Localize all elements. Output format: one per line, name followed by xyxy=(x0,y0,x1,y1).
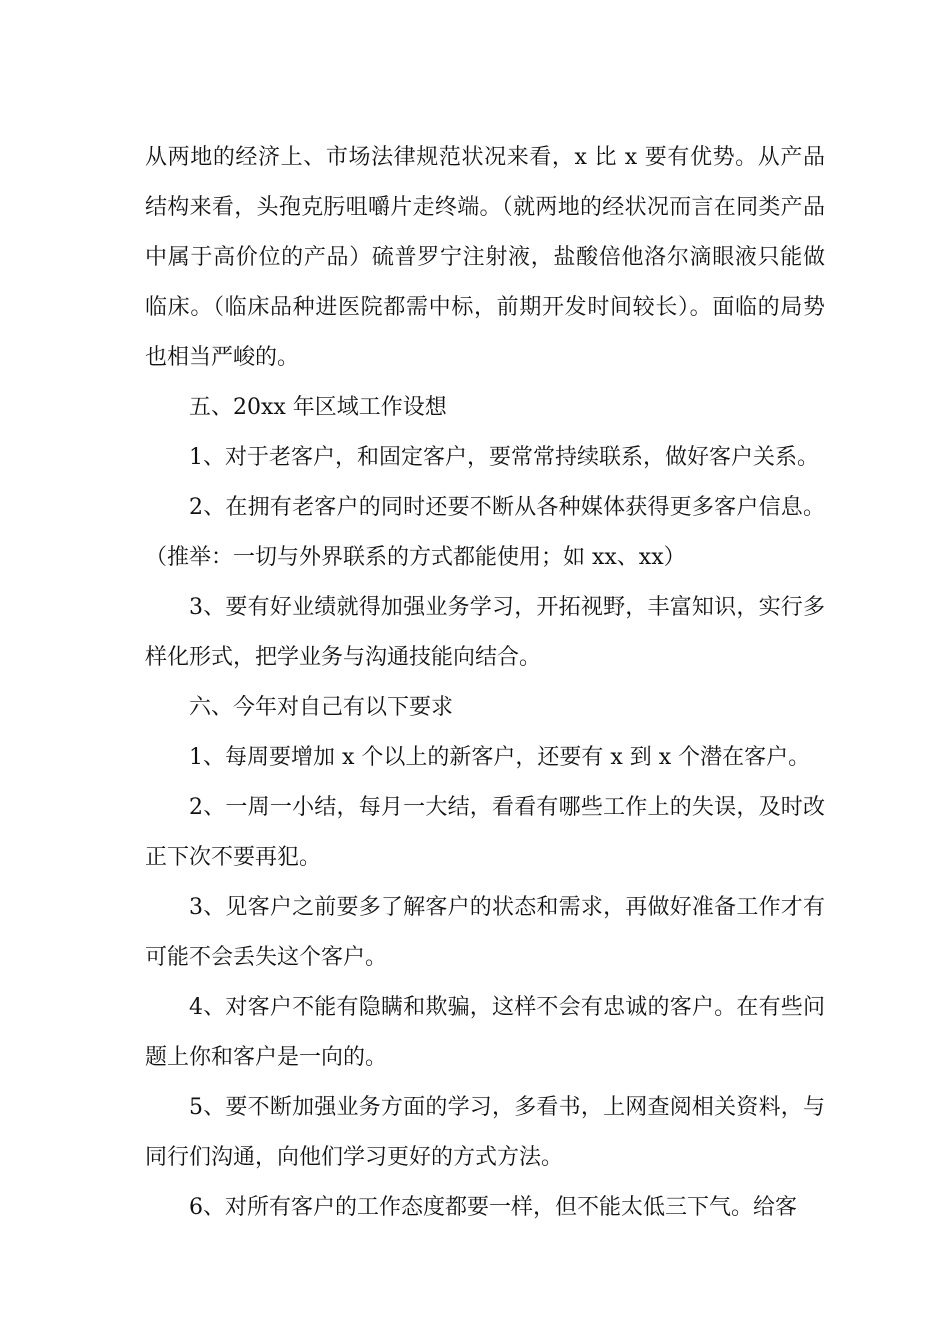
section-heading-6: 六、今年对自己有以下要求 xyxy=(189,695,454,720)
list-item: 2、在拥有老客户的同时还要不断从各种媒体获得更多客户信息。（推举：一切与外界联系的方式都能使用；如 xx、xx） xyxy=(145,495,825,570)
list-item: 6、对所有客户的工作态度都要一样，但不能太低三下气。给客 xyxy=(189,1195,797,1220)
paragraph-1: 从两地的经济上、市场法律规范状况来看，x 比 x 要有优势。从产品结构来看，头孢克肟咀嚼片走终端。（就两地的经状况而言在同类产品中属于高价位的产品）硫普罗宁注射液，盐酸倍他洛尔滴眼液只能做临床。（临床品种进医院都需中标，前期开发时间较长）。面临的局势也相当严峻的。 xyxy=(145,145,825,370)
document-body xyxy=(145,133,825,1233)
list-item: 5、要不断加强业务方面的学习，多看书，上网查阅相关资料，与同行们沟通，向他们学习更好的方式方法。 xyxy=(145,1095,825,1170)
list-item: 4、对客户不能有隐瞒和欺骗，这样不会有忠诚的客户。在有些问题上你和客户是一向的。 xyxy=(145,995,825,1070)
list-item: 1、每周要增加 x 个以上的新客户，还要有 x 到 x 个潜在客户。 xyxy=(189,745,811,770)
list-item: 3、见客户之前要多了解客户的状态和需求，再做好准备工作才有可能不会丢失这个客户。 xyxy=(145,895,825,970)
section-heading-5: 五、20xx 年区域工作设想 xyxy=(189,395,447,420)
list-item: 2、一周一小结，每月一大结，看看有哪些工作上的失误，及时改正下次不要再犯。 xyxy=(145,795,825,870)
list-item: 3、要有好业绩就得加强业务学习，开拓视野，丰富知识，实行多样化形式，把学业务与沟通技能向结合。 xyxy=(145,595,825,670)
list-item: 1、对于老客户，和固定客户，要常常持续联系，做好客户关系。 xyxy=(189,445,819,470)
